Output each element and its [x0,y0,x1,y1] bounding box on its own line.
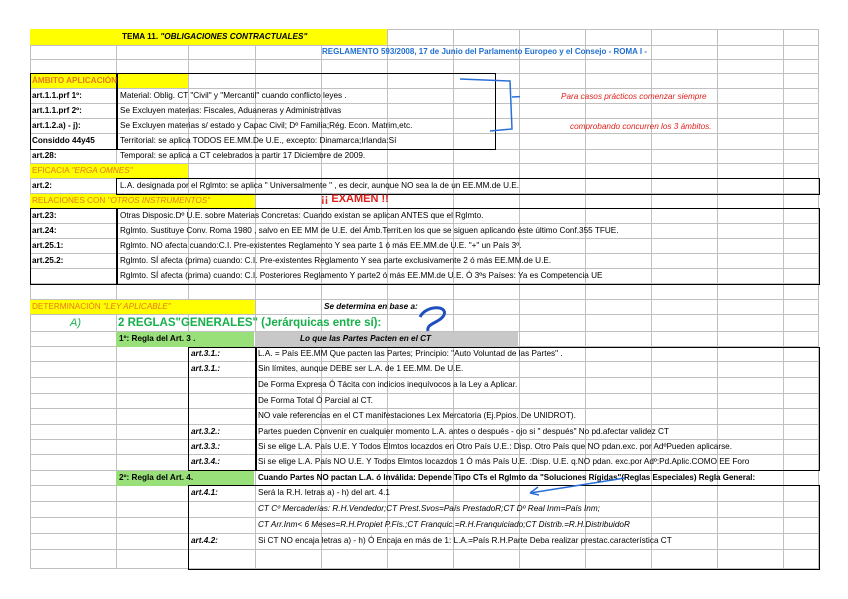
row-text: Rglmto. Sustituye Conv. Roma 1980 , salvo en EE MM de U.E. del Ámb.Territ.en los que se siguen aplicando éste último Conf.355 TFUE. [120,226,619,235]
row-text: Si CT NO encaja letras a) - h) Ó Encaja en más de 1: L.A.=País R.H.Parte Deba realizar prestac.característica CT [258,536,672,545]
row-text: Se Excluyen materias: Fiscales, Aduaneras y Administrativas [120,106,342,115]
curved-arrow-icon [418,303,458,333]
row-key: art.24: [32,226,57,235]
row-key: art.23: [32,211,57,220]
row-text: De Forma Expresa Ó Tácita con indicios inequívocos a la Ley a Aplicar. [258,380,518,389]
row-text: Será la R.H. letras a) - h) del art. 4.1 [258,488,390,497]
eficacia-key: art.2: [32,181,53,190]
row-key: art.3.1.: [191,364,221,373]
row-key: art.25.2: [32,256,64,265]
row-key: Considdo 44y45 [32,136,95,145]
row-key: art.4.1: [191,488,218,497]
note-line-2: comprobando concurren los 3 ámbitos. [570,122,712,131]
determinacion-header: DETERMINACIÓN "LEY APLICABLE" [32,302,171,311]
row-text: Si se elige L.A. País U.E. Y Todos Elmtos locazdos en Otro País U.E.: Disp. Otro País que NO pdan.exc. por AdºPueden aplicarse. [258,442,733,451]
se-determina: Se determina en base a: [324,302,418,311]
row-text: Partes pueden Convenir en cualquier momento L.A. antes o después - ojo si " después" No pd.afectar validez CT [258,427,669,436]
row-text: Territorial: se aplica TODOS EE.MM.De U.E., excepto: Dinamarca;Irlanda:Sí [120,136,397,145]
reglamento-heading: REGLAMENTO 593/2008, 17 de Junio del Parlamento Europeo y el Consejo - ROMA I - [322,47,647,56]
row-text: Otras Disposic.Dº U.E. sobre Materias Concretas: Cuando existan se aplican ANTES que el Rglmto. [120,211,484,220]
row-text: CT Cº Mercaderías: R.H.Vendedor;CT Prest.Svos=País PrestadoR;CT Dº Real Inm=País Inm; [258,504,600,513]
eficacia-text: L.A. designada por el Rglmto: se aplica " Universalmente " , es decir, aunque NO sea la de un EE.MM.de U.E. [120,181,520,190]
regla1-note: Lo que las Partes Pacten en el CT [300,334,432,343]
regla1-label: 1º: Regla del Art. 3 . [119,334,196,343]
row-key: art.4.2: [191,536,218,545]
note-line-1: Para casos prácticos comenzar siempre [561,92,707,101]
eficacia-header: EFICACIA "ERGA OMNES" [32,166,133,175]
relaciones-header: RELACIONES CON "OTROS INSTRUMENTOS" [32,196,211,205]
row-key: art.25.1: [32,241,64,250]
examen-label: ¡¡ EXAMEN !! [321,193,389,205]
spreadsheet [30,29,819,569]
a-label: A) [70,317,81,329]
row-text: De Forma Total Ó Parcial al CT. [258,396,373,405]
row-text: Se Excluyen materias s/ estado y Capac Civil; Dº Familia;Rég. Econ. Matrim,etc. [120,121,413,130]
row-key: art.1.1.prf 1º: [32,91,82,100]
bracket-connector [460,69,520,139]
regla2-label: 2º: Regla del Art. 4. [119,473,194,482]
row-text: Rglmto. SÍ afecta (prima) cuando: C.I. Posteriores Reglamento Y parte2 ó más EE.MM.de U.E. Ó 3ºs Países: Ya es Competencia UE [120,271,603,280]
row-text: Rglmto. NO afecta cuando:C.I. Pre-existentes Reglamento Y sea parte 1 ó más EE.MM.de U.E. "+" un País 3º. [120,241,522,250]
row-text: Rglmto. SÍ afecta (prima) cuando: C.I. Pre-existentes Reglamento Y sea parte exclusivamente 2 ó más EE.MM.de U.E. [120,256,552,265]
regla2-text: Cuando Partes NO pactan L.A. ó Inválida: Depende Tipo CTs el Rglmto da "Soluciones Rígidas"(Reglas Especiales) Regla General: [258,473,756,482]
row-key: art.1.2.a) - j): [32,121,81,130]
row-text: Sin límites, aunque DEBE ser L.A. de 1 EE.MM. De U.E. [258,364,464,373]
reglas-title: 2 REGLAS"GENERALES" (Jerárquicas entre sí): [118,317,382,329]
row-key: art.1.1.prf 2º: [32,106,82,115]
row-text: Temporal: se aplica a CT celebrados a partir 17 Diciembre de 2009. [120,151,366,160]
row-key: art.3.3.: [191,442,221,451]
ambito-header: ÁMBITO APLICACIÓN [32,76,118,85]
row-text: L.A. = País EE.MM Que pacten las Partes; Principio: "Auto Voluntad de las Partes" . [258,349,563,358]
row-text: CT Arr.Inm< 6 Meses=R.H.Propiet P.Fís.;CT Franquic.=R.H.Franquiciado;CT Distrib.=R.H.DistribuidoR [258,520,630,529]
row-key: art.28: [32,151,57,160]
page-title: TEMA 11. "OBLIGACIONES CONTRACTUALES" [122,32,308,41]
row-text: NO vale referencias en el CT manifestaciones Lex Mercatoria (Ej.Ppios. De UNIDROT). [258,411,576,420]
row-text: Si se elige L.A. País NO U.E. Y Todos Elmtos locazdos 1 Ó más País U.E. :Disp. U.E. q.NO pdan. exc.por Adº:Pd.Aplic.COMO EE Foro [258,457,750,466]
row-key: art.3.1.: [191,349,221,358]
row-key: art.3.4.: [191,457,221,466]
row-text: Material: Oblig. CT "Civil" y "Mercantil" cuando conflicto leyes . [120,91,347,100]
row-key: art.3.2.: [191,427,221,436]
